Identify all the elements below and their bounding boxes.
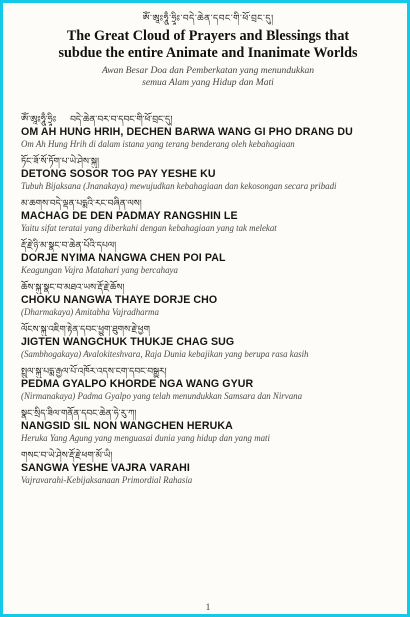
mantra-block [21,154,395,192]
subtitle-line-2: semua Alam yang Hidup dan Mati [142,76,274,88]
tibetan-header: ཨོཾ་ཨཱཿཧཱུྃ་ཧྲཱིཿ་བདེ་ཆེན་དབང་གི་ཕོ་བྲང་དུ། [142,13,274,23]
tibetan-line: མ་ཆགས་བདེ་ལྡན་པདྨའི་རང་བཞིན་ལས། [21,198,142,208]
page-subtitle [21,65,395,88]
mantra-title: OM AH HUNG HRIH, DECHEN BARWA WANG GI PHO DRANG DU [21,126,353,138]
tibetan-line [21,112,395,126]
mantra-title: NANGSID SIL NON WANGCHEN HERUKA [21,420,233,432]
mantra-block [21,196,395,234]
mantra-translation: Tubuh Bijaksana (Jnanakaya) mewujudkan kebahagiaan dan kekosongan secara pribadi [21,181,337,191]
page-number: 1 [205,602,211,612]
mantra-title: SANGWA YESHE VAJRA VARAHI [21,462,190,474]
mantra-block [21,448,395,486]
tibetan-line: ཆོས་སྐུ་སྣང་བ་མཐའ་ཡས་རྡོ་རྗེ་ཆོས། [21,282,125,292]
tibetan-line: གསང་བ་ཡེ་ཤེས་རྡོ་རྗེ་ཕག་མོ་ཡི། [21,450,113,460]
tibetan-text: ཨོཾ་ཨཱཿཧཱུྃ་ཧྲཱིཿ [21,114,57,124]
mantra-translation: (Sambhogakaya) Avalokiteshvara, Raja Dunia kebajikan yang berupa rasa kasih [21,349,309,359]
mantra-title: PEDMA GYALPO KHORDE NGA WANG GYUR [21,378,254,390]
mantra-translation: Vajravarahi-Kebijaksanaan Primordial Rahasia [21,475,193,485]
mantra-title: CHOKU NANGWA THAYE DORJE CHO [21,294,218,306]
mantra-translation: Keagungan Vajra Matahari yang bercahaya [21,265,178,275]
mantra-translation: Om Ah Hung Hrih di dalam istana yang terang benderang oleh kebahagiaan [21,139,295,149]
tibetan-line: རྡོ་རྗེ་ཉི་མ་སྣང་བ་ཆེན་པོའི་དཔལ། [21,240,117,250]
mantra-block [21,280,395,318]
mantra-block [21,238,395,276]
mantra-translation: Yaitu sifat teratai yang diberkahi dengan kebahagiaan yang tak melekat [21,223,277,233]
tibetan-line: སྤྲུལ་སྐུ་པདྨ་རྒྱལ་པོ་འཁོར་འདས་ངག་དབང་བསྒྱུར། [21,366,167,376]
mantra-title: JIGTEN WANGCHUK THUKJE CHAG SUG [21,336,235,348]
subtitle-line-1: Awan Besar Doa dan Pemberkatan yang menundukkan [101,65,315,76]
title-line-2: subdue the entire Animate and Inanimate Worlds [58,45,358,61]
tibetan-line: སྣང་སྲིད་ཟིལ་གནོན་དབང་ཆེན་ཧེ་རུ་ཀ། [21,408,137,418]
mantra-translation: (Nirmanakaya) Padma Gyalpo yang telah menundukkan Samsara dan Nirvana [21,391,303,401]
mantra-block [21,406,395,444]
tibetan-line: ལོངས་སྐུ་འཇིག་རྟེན་དབང་ཕྱུག་ཐུགས་རྗེ་ཕྱག [21,324,150,334]
document-page [21,9,395,614]
mantra-block [21,112,395,150]
tibetan-line: ཏོང་ཟོ་སོ་ཏོག་པ་ཡེ་ཤེས་སྐུ། [21,156,99,166]
mantra-title: DORJE NYIMA NANGWA CHEN POI PAL [21,252,226,264]
tibetan-text-2: བདེ་ཆེན་བར་བ་དབང་གི་ཕོ་བྲང་དུ། [70,114,173,124]
mantra-block [21,322,395,360]
mantra-translation: Heruka Yang Agung yang menguasai dunia yang hidup dan yang mati [21,433,270,443]
page-title [21,28,395,62]
mantra-title: MACHAG DE DEN PADMAY RANGSHIN LE [21,210,238,222]
title-line-1: The Great Cloud of Prayers and Blessings that [66,28,350,44]
mantra-translation: (Dharmakaya) Amitabha Vajradharma [21,307,159,317]
mantra-block [21,364,395,402]
mantra-title: DETONG SOSOR TOG PAY YESHE KU [21,168,216,180]
